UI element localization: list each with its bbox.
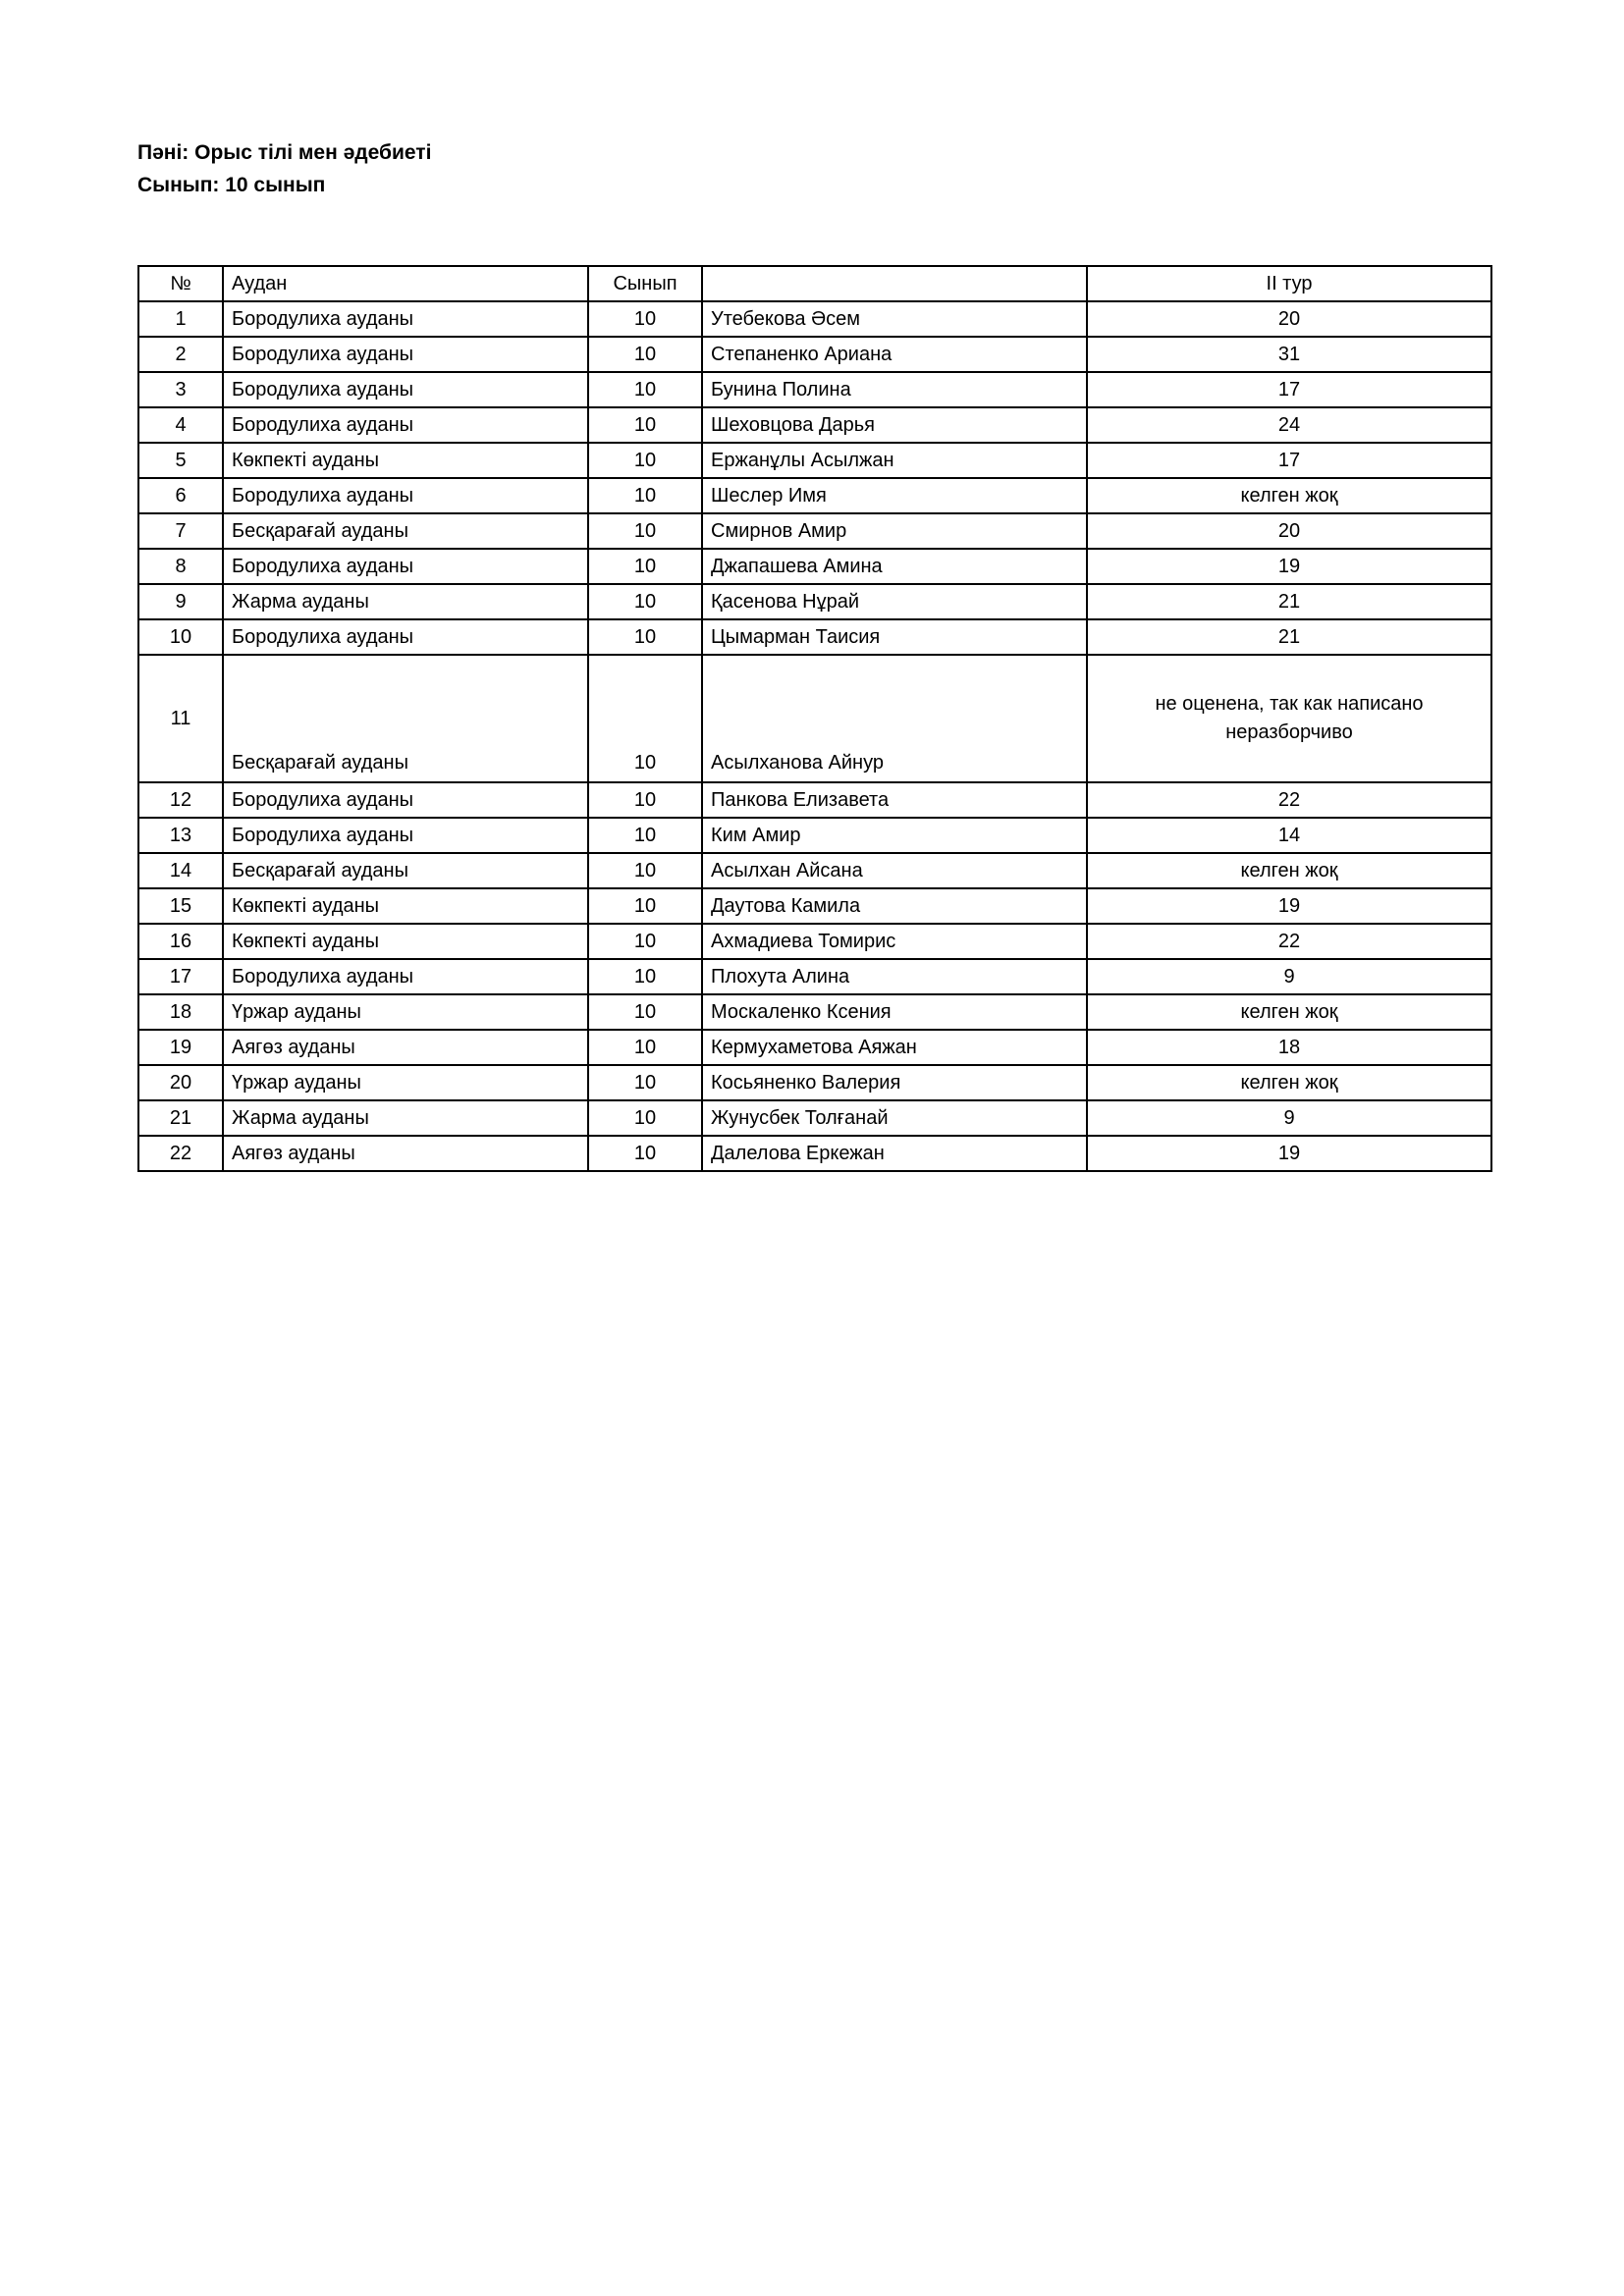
cell-tour: келген жоқ [1087,1065,1491,1100]
cell-name: Джапашева Амина [702,549,1087,584]
cell-tour: 14 [1087,818,1491,853]
cell-class: 10 [588,443,702,478]
cell-number: 7 [138,513,223,549]
cell-area: Бесқарағай ауданы [223,655,588,782]
cell-area: Бесқарағай ауданы [223,513,588,549]
table-row [138,959,1491,994]
cell-name: Ержанұлы Асылжан [702,443,1087,478]
cell-tour: 20 [1087,513,1491,549]
column-header-number: № [138,266,223,301]
cell-name: Москаленко Ксения [702,994,1087,1030]
cell-class: 10 [588,619,702,655]
cell-number: 2 [138,337,223,372]
cell-class: 10 [588,337,702,372]
cell-name: Ким Амир [702,818,1087,853]
cell-class: 10 [588,1136,702,1171]
cell-name: Қасенова Нұрай [702,584,1087,619]
cell-number: 9 [138,584,223,619]
cell-tour: келген жоқ [1087,853,1491,888]
cell-number: 20 [138,1065,223,1100]
cell-tour: 19 [1087,888,1491,924]
table-row [138,1100,1491,1136]
table-row [138,407,1491,443]
cell-name: Асылхан Айсана [702,853,1087,888]
cell-area: Аягөз ауданы [223,1030,588,1065]
cell-number: 15 [138,888,223,924]
cell-tour: не оценена, так как написано неразборчиво [1087,655,1491,782]
cell-name: Далелова Еркежан [702,1136,1087,1171]
cell-tour: 21 [1087,619,1491,655]
cell-class: 10 [588,924,702,959]
cell-class: 10 [588,513,702,549]
cell-area: Бородулиха ауданы [223,407,588,443]
cell-class: 10 [588,655,702,782]
table-row [138,301,1491,337]
cell-area: Бородулиха ауданы [223,478,588,513]
table-row [138,818,1491,853]
cell-tour: 22 [1087,924,1491,959]
cell-class: 10 [588,478,702,513]
table-row [138,619,1491,655]
cell-area: Жарма ауданы [223,584,588,619]
cell-name: Ахмадиева Томирис [702,924,1087,959]
column-header-area: Аудан [223,266,588,301]
cell-tour: келген жоқ [1087,994,1491,1030]
cell-class: 10 [588,1100,702,1136]
table-header [138,266,1491,301]
column-header-class: Сынып [588,266,702,301]
cell-class: 10 [588,1030,702,1065]
table-row [138,853,1491,888]
cell-area: Көкпекті ауданы [223,924,588,959]
cell-number: 3 [138,372,223,407]
cell-tour: 9 [1087,959,1491,994]
cell-number: 5 [138,443,223,478]
cell-number: 10 [138,619,223,655]
cell-class: 10 [588,407,702,443]
cell-tour: 21 [1087,584,1491,619]
table-header-row [138,266,1491,301]
cell-area: Көкпекті ауданы [223,443,588,478]
cell-area: Бородулиха ауданы [223,549,588,584]
cell-class: 10 [588,372,702,407]
table-row [138,888,1491,924]
cell-tour: 19 [1087,549,1491,584]
cell-area: Аягөз ауданы [223,1136,588,1171]
cell-area: Бородулиха ауданы [223,619,588,655]
cell-name: Косьяненко Валерия [702,1065,1087,1100]
cell-tour: 9 [1087,1100,1491,1136]
cell-class: 10 [588,994,702,1030]
cell-name: Бунина Полина [702,372,1087,407]
cell-tour: 31 [1087,337,1491,372]
column-header-tour: II тур [1087,266,1491,301]
class-line: Сынып: 10 сынып [137,173,326,196]
cell-tour: 22 [1087,782,1491,818]
cell-name: Плохута Алина [702,959,1087,994]
table-row [138,478,1491,513]
cell-area: Үржар ауданы [223,1065,588,1100]
cell-name: Смирнов Амир [702,513,1087,549]
cell-number: 19 [138,1030,223,1065]
cell-tour: 24 [1087,407,1491,443]
cell-area: Бородулиха ауданы [223,337,588,372]
cell-class: 10 [588,1065,702,1100]
cell-number: 12 [138,782,223,818]
cell-name: Шеховцова Дарья [702,407,1087,443]
cell-name: Утебекова Әсем [702,301,1087,337]
cell-area: Бородулиха ауданы [223,782,588,818]
cell-area: Жарма ауданы [223,1100,588,1136]
cell-tour: 17 [1087,443,1491,478]
cell-class: 10 [588,584,702,619]
table-row [138,372,1491,407]
cell-tour: 19 [1087,1136,1491,1171]
table-row [138,924,1491,959]
cell-name: Асылханова Айнур [702,655,1087,782]
table-row [138,513,1491,549]
cell-number: 21 [138,1100,223,1136]
cell-class: 10 [588,549,702,584]
table-row [138,1065,1491,1100]
cell-area: Бородулиха ауданы [223,301,588,337]
document-header [137,137,431,201]
cell-area: Бородулиха ауданы [223,959,588,994]
cell-name: Цымарман Таисия [702,619,1087,655]
cell-name: Кермухаметова Аяжан [702,1030,1087,1065]
cell-class: 10 [588,888,702,924]
results-table [137,265,1492,1172]
cell-number: 4 [138,407,223,443]
cell-name: Панкова Елизавета [702,782,1087,818]
cell-area: Көкпекті ауданы [223,888,588,924]
table-row [138,782,1491,818]
cell-name: Жунусбек Толғанай [702,1100,1087,1136]
cell-area: Бородулиха ауданы [223,818,588,853]
cell-name: Степаненко Ариана [702,337,1087,372]
column-header-name [702,266,1087,301]
table-row [138,584,1491,619]
table-row [138,655,1491,782]
cell-area: Бородулиха ауданы [223,372,588,407]
cell-number: 13 [138,818,223,853]
cell-tour: 20 [1087,301,1491,337]
cell-area: Үржар ауданы [223,994,588,1030]
table-row [138,1030,1491,1065]
cell-number: 16 [138,924,223,959]
cell-area: Бесқарағай ауданы [223,853,588,888]
table-body [138,301,1491,1171]
cell-name: Шеслер Имя [702,478,1087,513]
table-row [138,443,1491,478]
cell-class: 10 [588,959,702,994]
cell-number: 11 [138,655,223,782]
cell-number: 18 [138,994,223,1030]
table-row [138,1136,1491,1171]
cell-class: 10 [588,818,702,853]
table-row [138,994,1491,1030]
cell-class: 10 [588,853,702,888]
cell-number: 6 [138,478,223,513]
cell-tour: 18 [1087,1030,1491,1065]
cell-number: 14 [138,853,223,888]
cell-number: 1 [138,301,223,337]
cell-number: 8 [138,549,223,584]
cell-class: 10 [588,782,702,818]
cell-number: 22 [138,1136,223,1171]
cell-tour: келген жоқ [1087,478,1491,513]
table-row [138,549,1491,584]
table-row [138,337,1491,372]
cell-number: 17 [138,959,223,994]
cell-class: 10 [588,301,702,337]
cell-tour: 17 [1087,372,1491,407]
subject-line: Пәні: Орыс тілі мен әдебиеті [137,141,432,164]
cell-name: Даутова Камила [702,888,1087,924]
